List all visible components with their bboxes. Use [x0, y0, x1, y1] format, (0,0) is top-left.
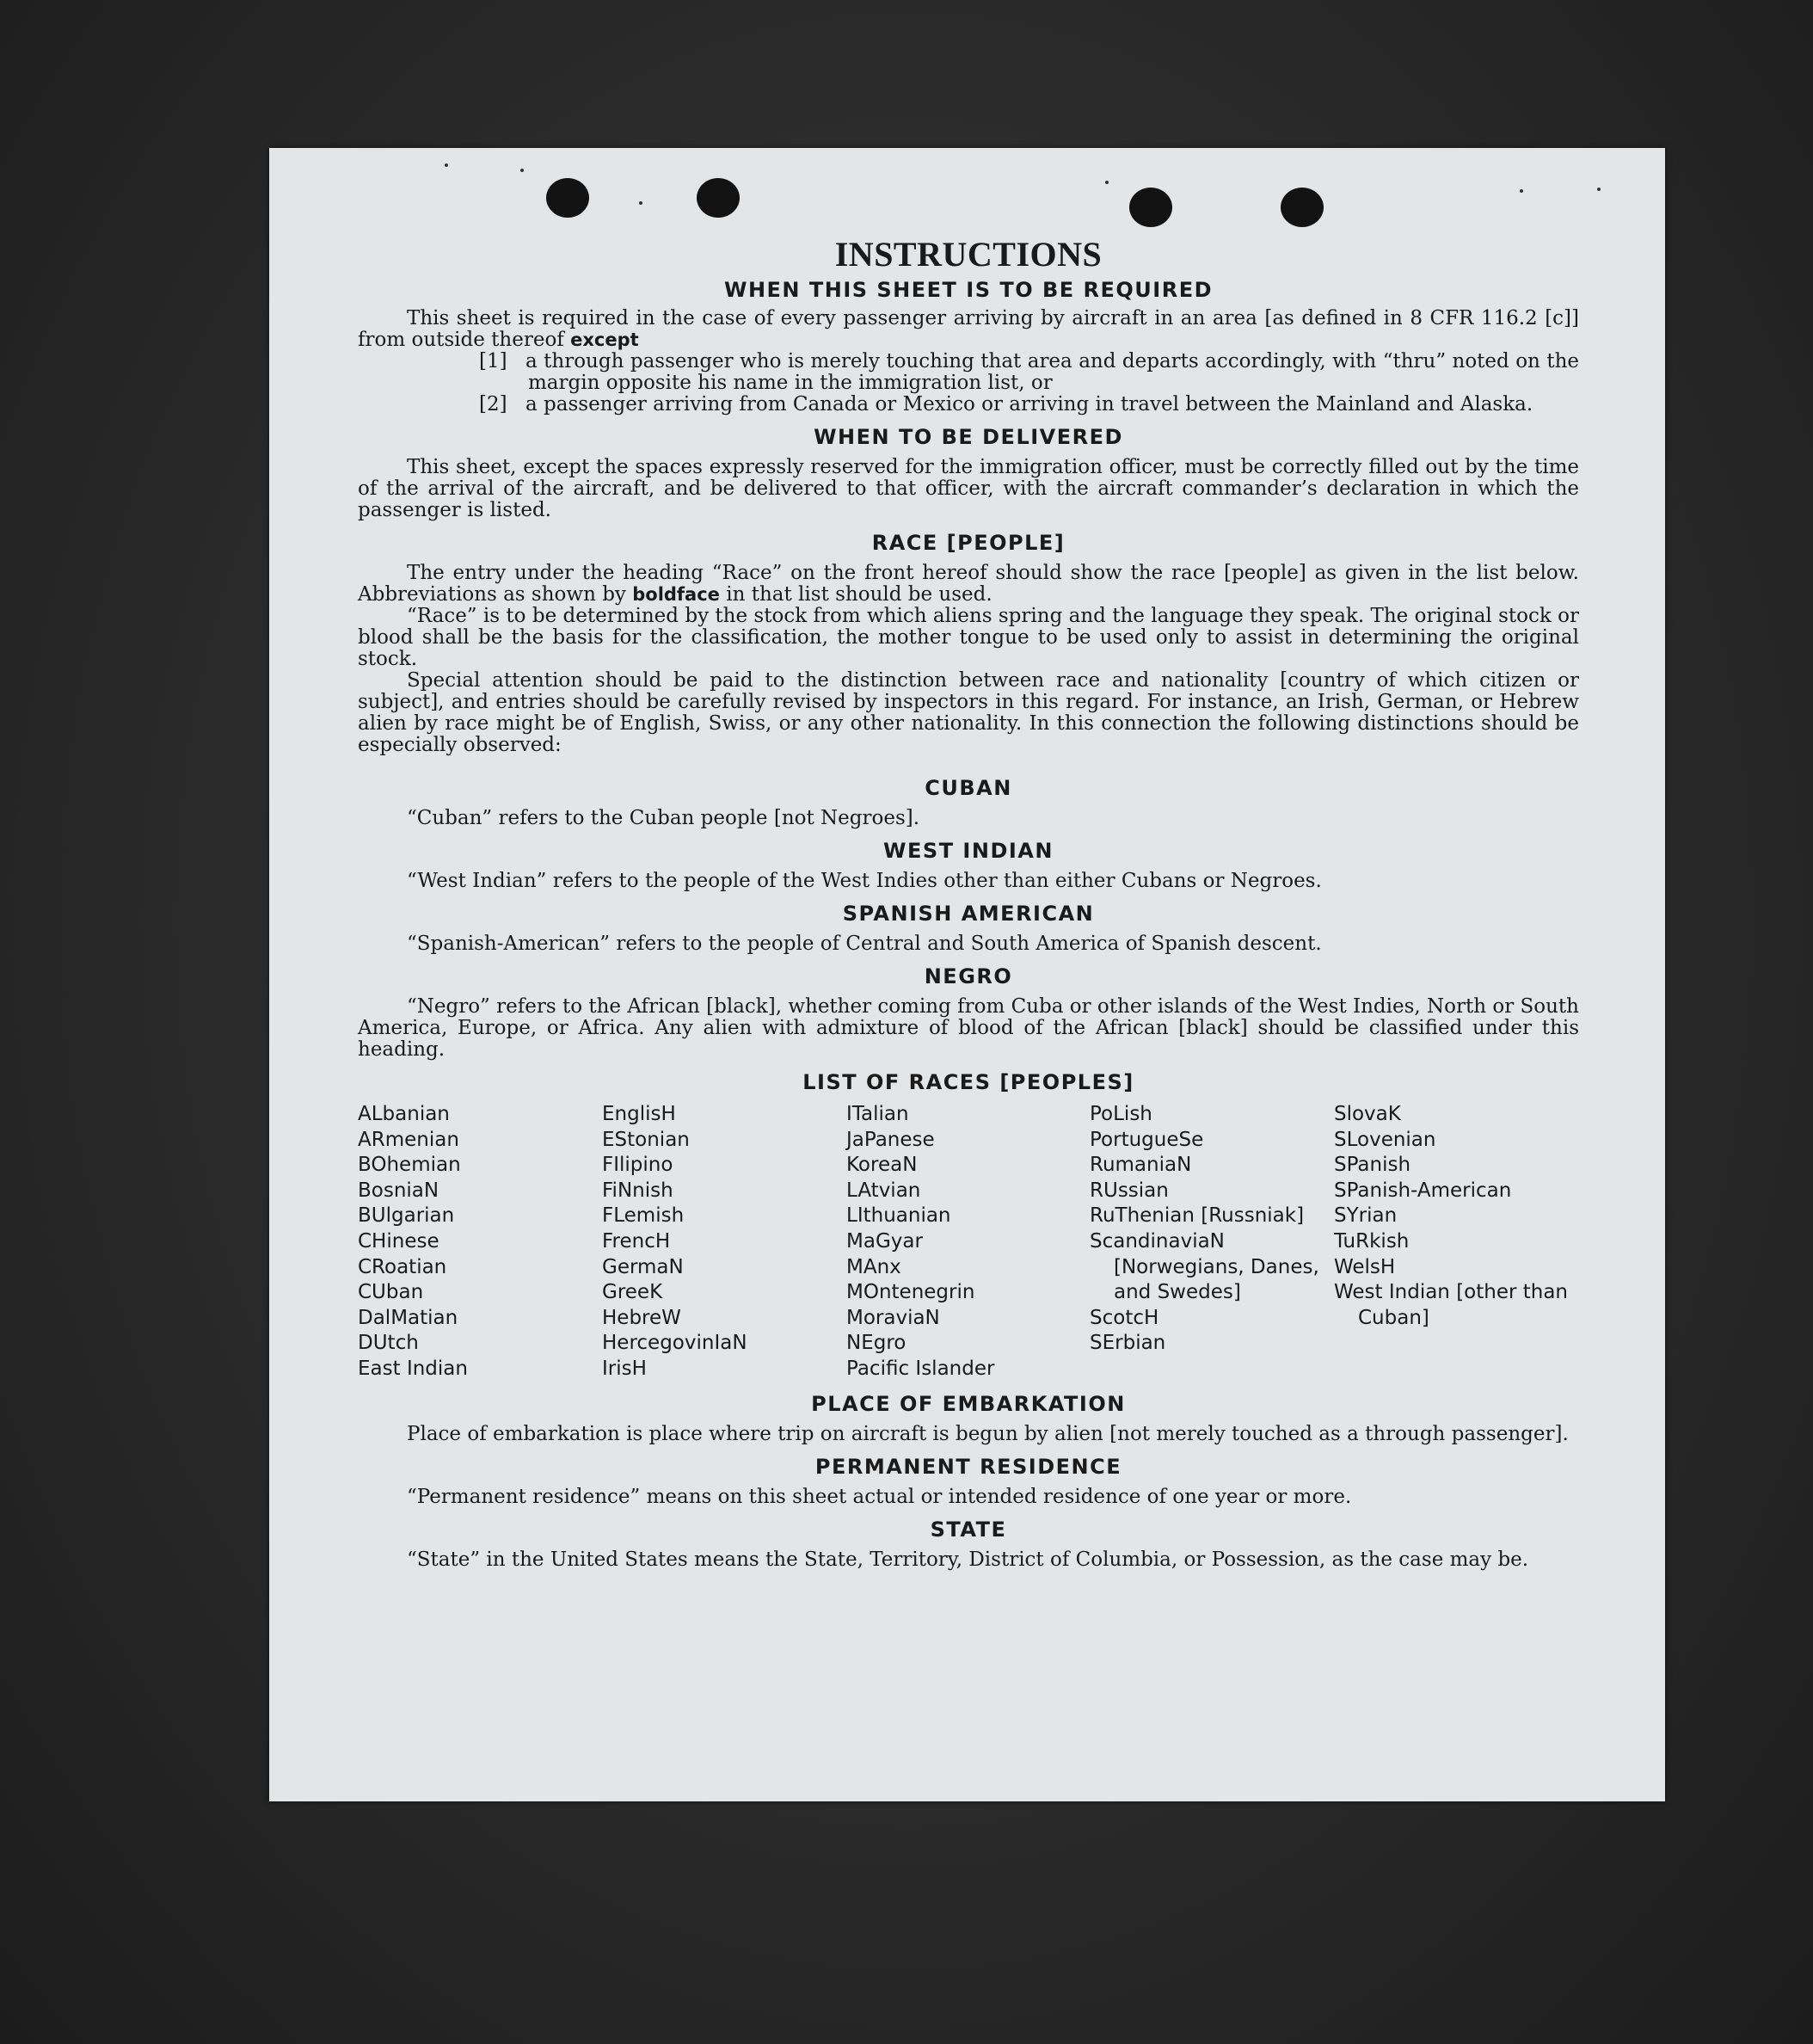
race-item: West Indian [other than Cuban] — [1334, 1281, 1569, 1329]
when-delivered-text: This sheet, except the spaces expressly reserved for the immigration officer, must be correctly filled out by the time of the arrival of the aircraft, and be delivered to that officer, with the aircraft commander’s declaration in which the passenger is listed. — [358, 456, 1579, 521]
spanish-american-text: “Spanish-American” refers to the people of Central and South America of Spanish descent. — [407, 933, 1322, 955]
races-column-5 — [1334, 1102, 1579, 1382]
race-item: MoraviaN — [846, 1306, 940, 1329]
scan-speck — [1105, 181, 1109, 184]
race-item: SlovaK — [1334, 1103, 1401, 1125]
except-bold: except — [570, 329, 639, 350]
scan-speck — [639, 201, 642, 205]
race-item: RumaniaN — [1090, 1154, 1192, 1177]
punch-hole — [1281, 188, 1324, 227]
race-item: FrencH — [602, 1229, 671, 1253]
west-indian-text: “West Indian” refers to the people of the West Indies other than either Cubans or Negroes. — [407, 870, 1322, 892]
race-item: NEgro — [846, 1332, 906, 1355]
permanent-residence-heading: PERMANENT RESIDENCE — [814, 1454, 1122, 1479]
negro-heading: NEGRO — [924, 964, 1013, 988]
race-item: SPanish-American — [1334, 1179, 1512, 1202]
instructions-content — [358, 236, 1579, 1571]
race-item: MaGyar — [846, 1229, 923, 1253]
race-item: FLemish — [602, 1204, 685, 1228]
when-delivered-heading: WHEN TO BE DELIVERED — [814, 425, 1123, 449]
race-paragraph-3: Special attention should be paid to the distinction between race and nationality [country of which citizen or subject], and entries should be carefully revised by inspectors in this regard. For instance, an Irish, German, or Hebrew alien by race might be of English, Swiss, or any other nationality. In this connection the following distinctions should be especially observed: — [358, 669, 1579, 756]
clause-2: [2] a passenger arriving from Canada or Mexico or arriving in travel between the Mainland and Alaska. — [479, 393, 1533, 416]
punch-hole — [546, 178, 589, 218]
race-item: MAnx — [846, 1255, 901, 1278]
negro-text: “Negro” refers to the African [black], whether coming from Cuba or other islands of the West Indies, North or South America, Europe, or Africa. Any alien with admixture of blood of the African [black] should be classified under this heading. — [358, 995, 1579, 1061]
spanish-american-heading: SPANISH AMERICAN — [842, 902, 1095, 926]
scan-speck — [1597, 188, 1601, 191]
boldface-word: boldface — [632, 584, 720, 605]
race-item: RUssian — [1090, 1179, 1169, 1202]
scan-speck — [520, 169, 524, 172]
race-item: GermaN — [602, 1255, 684, 1278]
race-item: FIlipino — [602, 1154, 673, 1177]
race-item: ALbanian — [358, 1103, 450, 1125]
races-column-1 — [358, 1102, 602, 1382]
place-of-embarkation-text: Place of embarkation is place where trip on aircraft is begun by alien [not merely touched as a through passenger]. — [407, 1422, 1569, 1445]
race-item: JaPanese — [846, 1128, 935, 1151]
scan-speck — [1520, 189, 1523, 193]
race-item: RuThenian [Russniak] — [1090, 1204, 1305, 1228]
instruction-sheet — [269, 148, 1665, 1801]
race-item: KoreaN — [846, 1154, 918, 1177]
cuban-text: “Cuban” refers to the Cuban people [not Negroes]. — [407, 807, 920, 829]
race-item: BUlgarian — [358, 1204, 455, 1228]
race-item: ScotcH — [1090, 1306, 1159, 1329]
race-item: CRoatian — [358, 1255, 447, 1278]
race-item: DalMatian — [358, 1306, 458, 1329]
race-item: ScandinaviaN [Norwegians, Danes, and Swedes] — [1090, 1229, 1319, 1304]
race-item: LIthuanian — [846, 1204, 951, 1228]
cuban-heading: CUBAN — [925, 776, 1012, 800]
punch-hole — [697, 178, 740, 218]
race-item: EnglisH — [602, 1103, 676, 1125]
race-item: LAtvian — [846, 1179, 921, 1202]
west-indian-heading: WEST INDIAN — [883, 839, 1054, 863]
race-item: GreeK — [602, 1281, 663, 1304]
race-item: CUban — [358, 1281, 424, 1304]
race-item: SLovenian — [1334, 1128, 1436, 1151]
race-item: HercegovinIaN — [602, 1332, 747, 1355]
race-item: PoLish — [1090, 1103, 1152, 1125]
state-heading: STATE — [930, 1517, 1007, 1542]
permanent-residence-text: “Permanent residence” means on this sheet actual or intended residence of one year or more. — [407, 1485, 1352, 1508]
race-item: FiNnish — [602, 1179, 673, 1202]
race-item: ITalian — [846, 1103, 909, 1125]
race-item: BOhemian — [358, 1154, 461, 1177]
race-item: MOntenegrin — [846, 1281, 975, 1304]
race-item: WelsH — [1334, 1255, 1396, 1278]
races-column-2 — [602, 1102, 846, 1382]
race-paragraph-1: The entry under the heading “Race” on the front hereof should show the race [people] as given in the list below. Abbreviations as shown by boldface in that list should be used. — [358, 562, 1579, 606]
race-item: ARmenian — [358, 1128, 459, 1151]
list-of-races-heading: LIST OF RACES [PEOPLES] — [802, 1070, 1134, 1094]
scan-speck — [445, 163, 448, 167]
races-column-4 — [1090, 1102, 1334, 1382]
clause-1: [1] a through passenger who is merely touching that area and departs accordingly, with “thru” noted on the margin opposite his name in the immigration list, or — [479, 350, 1579, 394]
race-item: Pacific Islander — [846, 1357, 995, 1380]
race-item: SPanish — [1334, 1154, 1411, 1177]
race-item: HebreW — [602, 1306, 681, 1329]
race-heading: RACE [PEOPLE] — [871, 531, 1066, 555]
when-required-heading: WHEN THIS SHEET IS TO BE REQUIRED — [723, 278, 1214, 302]
race-item: EStonian — [602, 1128, 690, 1151]
race-item: SYrian — [1334, 1204, 1398, 1228]
state-text: “State” in the United States means the State, Territory, District of Columbia, or Possession, as the case may be. — [407, 1548, 1529, 1571]
race-item: SErbian — [1090, 1332, 1166, 1355]
when-required-intro: This sheet is required in the case of every passenger arriving by aircraft in an area [as defined in 8 CFR 116.2 [c]] from outside thereof except — [358, 307, 1579, 351]
race-item: DUtch — [358, 1332, 419, 1355]
race-paragraph-2: “Race” is to be determined by the stock from which aliens spring and the language they speak. The original stock or blood shall be the basis for the classification, the mother tongue to be used only to assist in determining the original stock. — [358, 605, 1579, 670]
races-list — [358, 1102, 1579, 1382]
race-item: TuRkish — [1334, 1229, 1410, 1253]
document-title: INSTRUCTIONS — [834, 235, 1103, 274]
race-item: East Indian — [358, 1357, 468, 1380]
race-item: PortugueSe — [1090, 1128, 1204, 1151]
race-item: BosniaN — [358, 1179, 439, 1202]
race-item: CHinese — [358, 1229, 439, 1253]
race-item: IrisH — [602, 1357, 647, 1380]
place-of-embarkation-heading: PLACE OF EMBARKATION — [811, 1391, 1126, 1416]
races-column-3 — [846, 1102, 1090, 1382]
punch-hole — [1129, 188, 1172, 227]
